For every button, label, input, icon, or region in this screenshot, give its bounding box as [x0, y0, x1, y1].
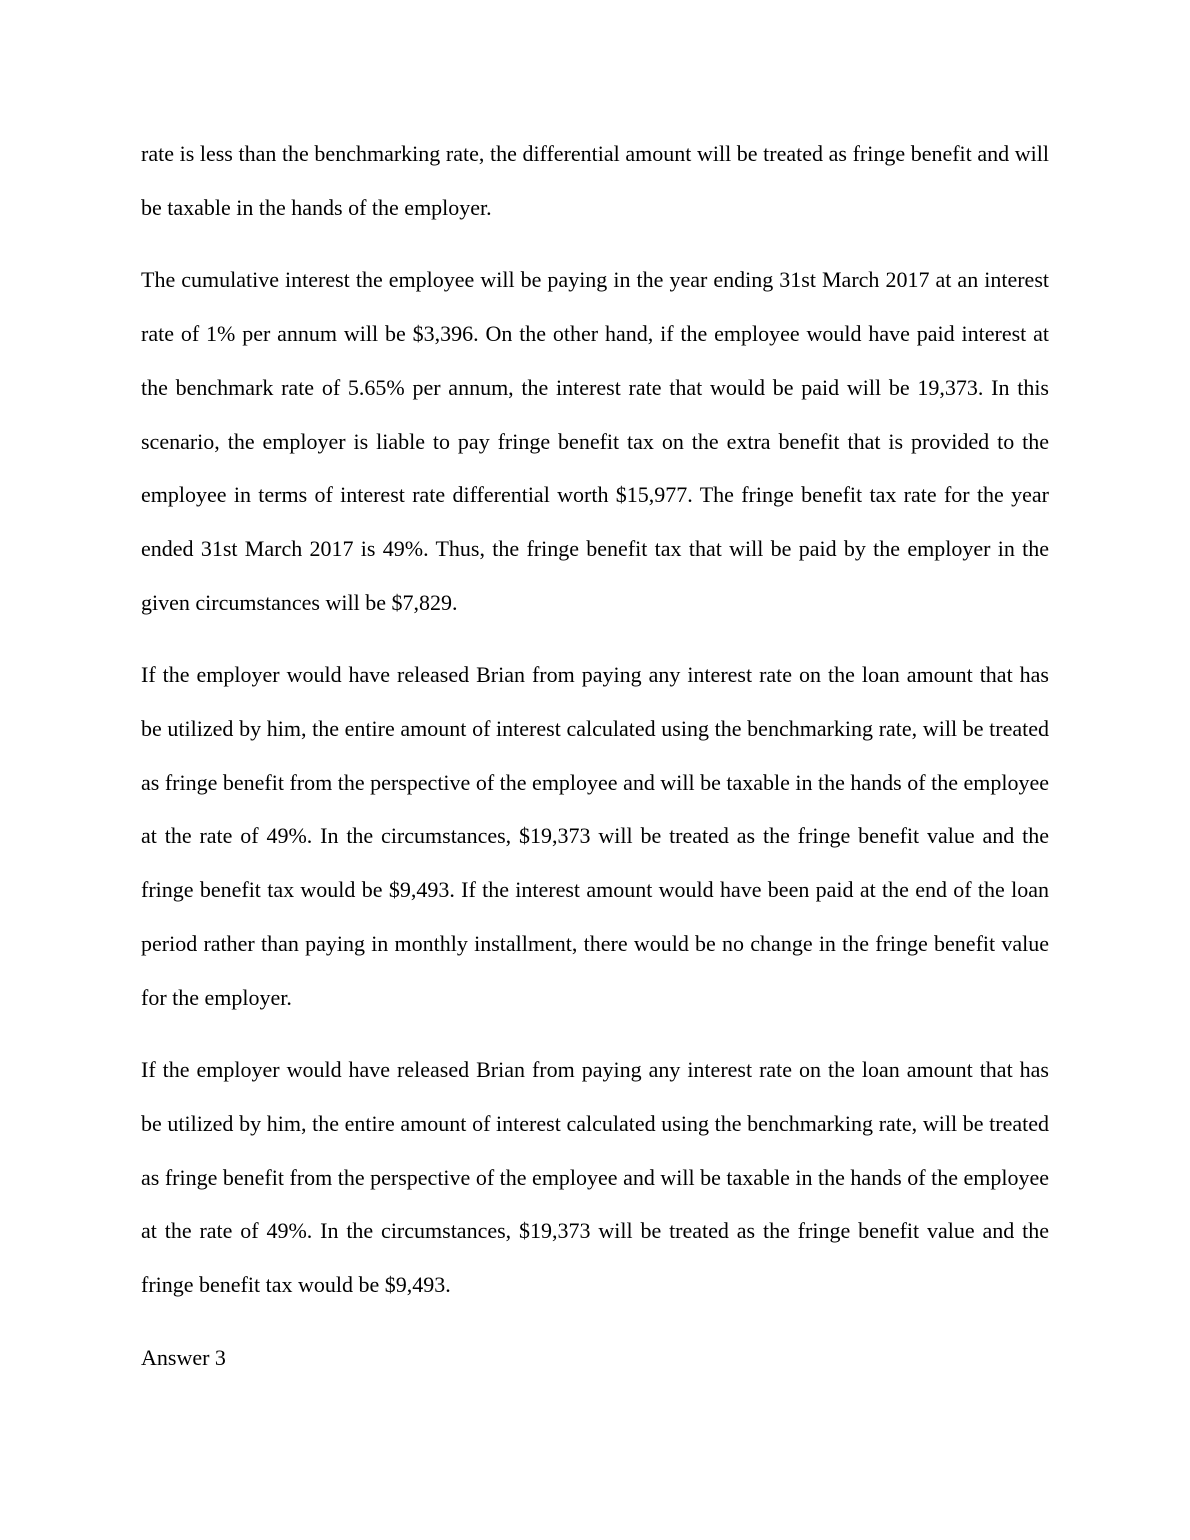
paragraph-1: rate is less than the benchmarking rate, the differential amount will be treated as fringe benefit and will be taxable in the hands of the employer.: [141, 141, 1049, 220]
answer-heading: Answer 3: [141, 1344, 226, 1370]
paragraph-3: If the employer would have released Brian from paying any interest rate on the loan amount that has be utilized by him, the entire amount of interest calculated using the benchmarking rate, will be treated as fringe benefit from the perspective of the employee and will be taxable in the hands of the employee at the rate of 49%. In the circumstances, $19,373 will be treated as the fringe benefit value and the fringe benefit tax would be $9,493. If the interest amount would have been paid at the end of the loan period rather than paying in monthly installment, there would be no change in the fringe benefit value for the employer.: [141, 662, 1049, 1010]
document-body: [141, 127, 1049, 1384]
paragraph-2: The cumulative interest the employee will be paying in the year ending 31st March 2017 at an interest rate of 1% per annum will be $3,396. On the other hand, if the employee would have paid interest at the benchmark rate of 5.65% per annum, the interest rate that would be paid will be 19,373. In this scenario, the employer is liable to pay fringe benefit tax on the extra benefit that is provided to the employee in terms of interest rate differential worth $15,977. The fringe benefit tax rate for the year ended 31st March 2017 is 49%. Thus, the fringe benefit tax that will be paid by the employer in the given circumstances will be $7,829.: [141, 267, 1049, 615]
paragraph-4: If the employer would have released Brian from paying any interest rate on the loan amount that has be utilized by him, the entire amount of interest calculated using the benchmarking rate, will be treated as fringe benefit from the perspective of the employee and will be taxable in the hands of the employee at the rate of 49%. In the circumstances, $19,373 will be treated as the fringe benefit value and the fringe benefit tax would be $9,493.: [141, 1057, 1049, 1298]
